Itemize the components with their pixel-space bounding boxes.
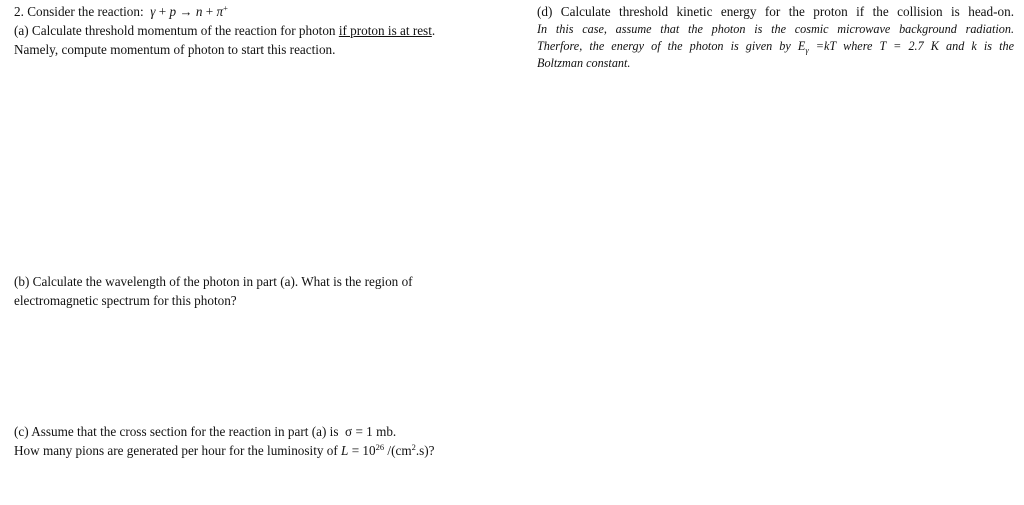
part-c-question: How many pions are generated per hour for the luminosity of (14, 443, 338, 458)
reaction-plus-2: + (205, 4, 214, 19)
part-a-line-1 (14, 21, 484, 40)
note-text-e: is the (983, 39, 1015, 53)
part-b-block (14, 272, 484, 310)
part-a-underlined-condition: if proton is at rest (338, 23, 432, 38)
reaction-arrow: → (179, 4, 193, 19)
part-c-text: (c) Assume that the cross section for the reaction in part (a) is (14, 424, 339, 439)
part-d-note-line-2 (537, 38, 1014, 55)
reaction-proton: p (169, 4, 177, 19)
part-c-luminosity-symbol: L (341, 443, 349, 458)
right-column (537, 2, 1014, 72)
part-b-line-1: (b) Calculate the wavelength of the photon in part (a). What is the region of (14, 274, 413, 289)
part-c-line-1 (14, 422, 494, 441)
part-c-unit-exponent: 2 (411, 442, 416, 452)
part-a-line-2: Namely, compute momentum of photon to start this reaction. (14, 42, 336, 57)
temperature-symbol: T (879, 39, 887, 53)
energy-subscript: γ (805, 45, 809, 55)
part-d-line-1: (d) Calculate threshold kinetic energy for the proton if the collision is head-on. (537, 4, 1014, 19)
note-text-d: and (946, 39, 965, 53)
boltzmann-symbol: k (971, 39, 977, 53)
part-c-exponent: 26 (375, 442, 385, 452)
part-c-sigma: σ = 1 mb. (345, 424, 397, 439)
part-c-equals: = 10 (351, 443, 376, 458)
part-a-period: . (431, 23, 436, 38)
reaction-plus-1: + (158, 4, 167, 19)
part-c-block (14, 422, 494, 460)
problem-intro-line (14, 2, 484, 21)
part-c-unit-end: .s)? (415, 443, 435, 458)
part-c-line-2 (14, 441, 494, 460)
problem-intro: 2. Consider the reaction: (14, 4, 144, 19)
kelvin-symbol: K (930, 39, 939, 53)
reaction-gamma: γ (150, 4, 156, 19)
note-text-a: Therfore, the energy of the photon is given by (537, 39, 791, 53)
reaction-neutron: n (195, 4, 203, 19)
part-d-note-line-3: Boltzman constant. (537, 56, 631, 70)
energy-symbol (798, 39, 809, 53)
note-text-b: =kT where (815, 39, 873, 53)
part-b-line-2: electromagnetic spectrum for this photon? (14, 293, 237, 308)
reaction-pion: π (216, 4, 224, 19)
part-a-text: (a) Calculate threshold momentum of the reaction for photon (14, 23, 339, 38)
part-d-note-line-1: In this case, assume that the photon is the cosmic microwave background radiation. (537, 22, 1014, 36)
reaction-pion-charge: + (223, 3, 228, 13)
note-text-c: = 2.7 (893, 39, 924, 53)
part-c-unit-start: /(cm (387, 443, 412, 458)
left-column (14, 2, 484, 59)
energy-letter: E (797, 39, 806, 53)
